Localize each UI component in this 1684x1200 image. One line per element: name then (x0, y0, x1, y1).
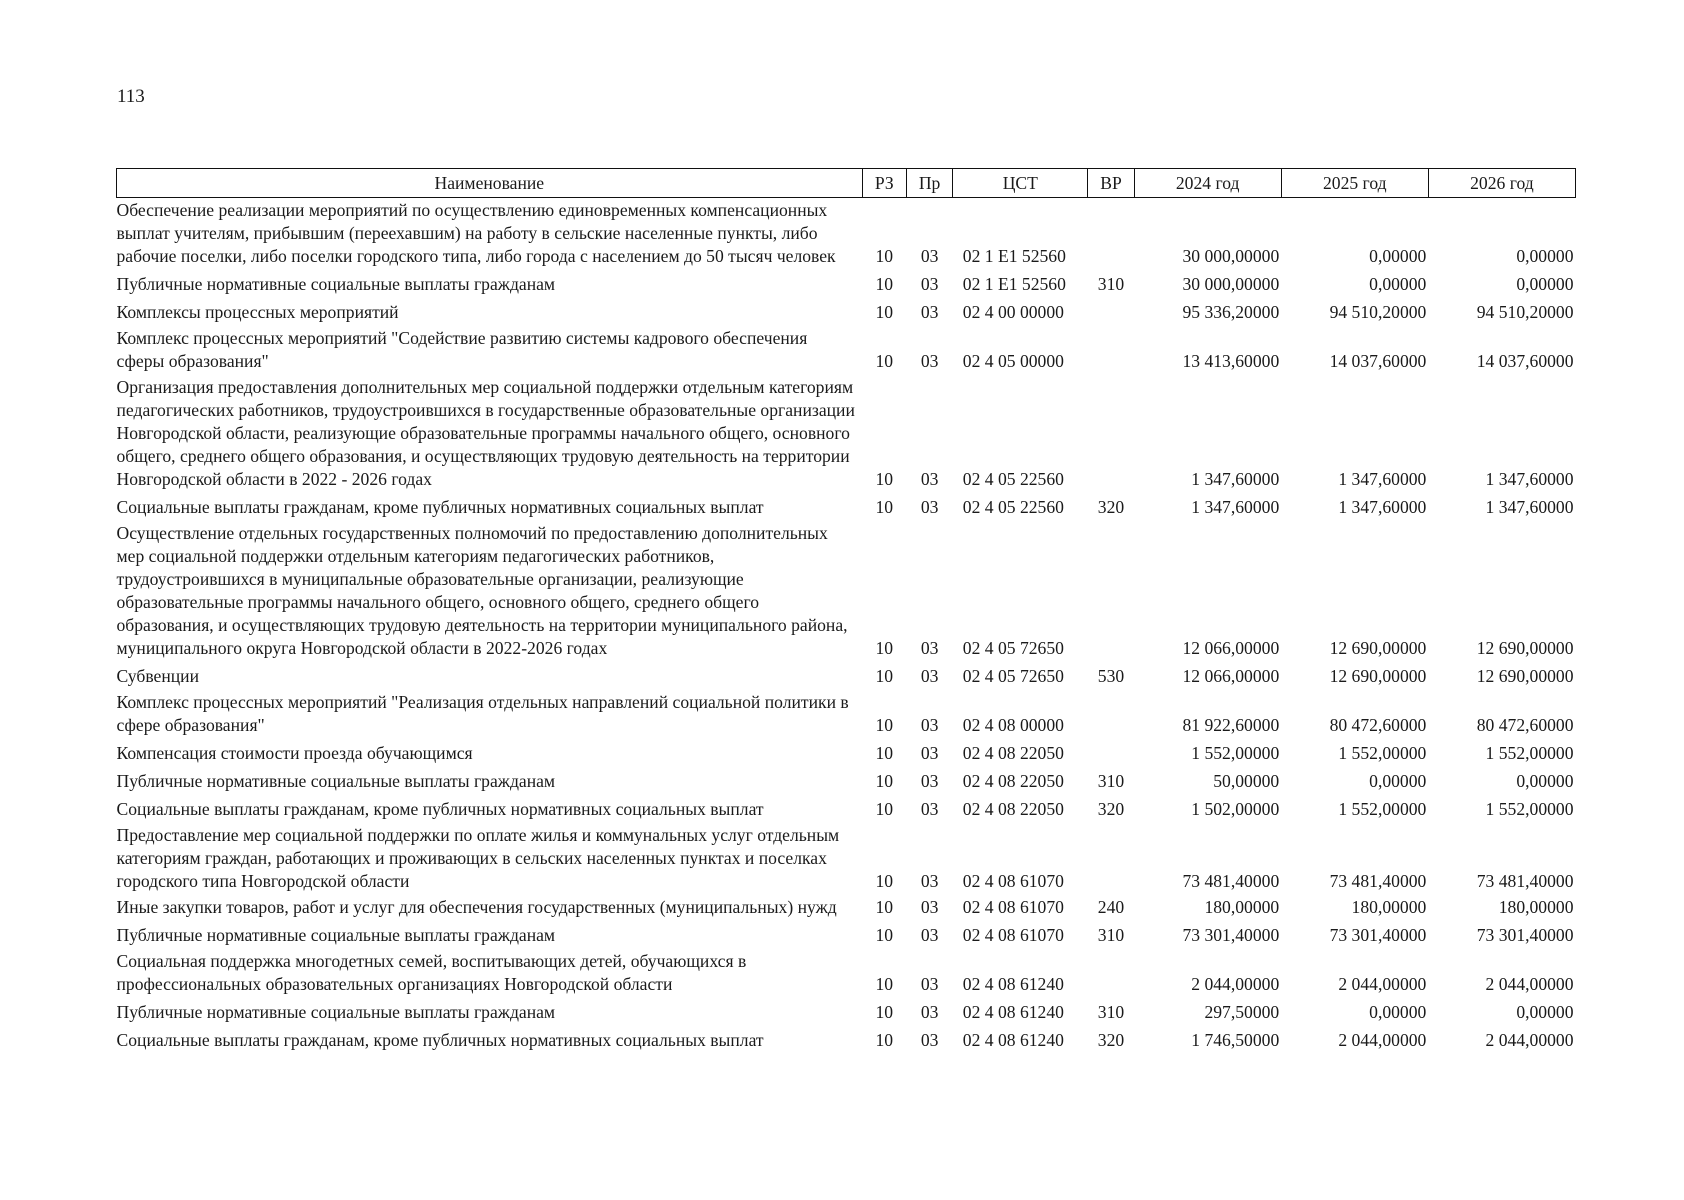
row-rz: 10 (875, 925, 894, 945)
table-row (117, 521, 1576, 662)
row-pr: 03 (920, 638, 939, 658)
header-2026: 2026 год (1428, 169, 1575, 198)
row-name: Предоставление мер социальной поддержки по оплате жилья и коммунальных услуг отдельным категориям граждан, работающих и проживающих в сельских населенных пунктах и поселках городского типа Новгородской области (116, 825, 840, 891)
row-name: Комплекс процессных мероприятий "Реализация отдельных направлений социальной политики в сфере образования" (116, 692, 849, 735)
row-rz: 10 (875, 469, 894, 489)
row-pr: 03 (920, 1002, 939, 1022)
row-vr: 530 (1097, 666, 1125, 686)
row-rz: 10 (875, 871, 894, 891)
budget-table (116, 168, 1576, 1054)
row-2024: 81 922,60000 (1182, 715, 1280, 735)
row-rz: 10 (875, 974, 894, 994)
row-pr: 03 (920, 925, 939, 945)
row-2026: 1 552,00000 (1485, 799, 1574, 819)
header-pr: Пр (906, 169, 952, 198)
row-2025: 180,00000 (1351, 897, 1427, 917)
row-pr: 03 (920, 666, 939, 686)
row-2024: 12 066,00000 (1182, 666, 1280, 686)
row-name: Публичные нормативные социальные выплаты гражданам (116, 274, 556, 294)
row-rz: 10 (875, 246, 894, 266)
row-rz: 10 (875, 666, 894, 686)
row-cst: 02 4 08 61070 (962, 897, 1064, 917)
row-vr (1088, 949, 1134, 998)
row-2024: 50,00000 (1213, 771, 1280, 791)
row-name: Организация предоставления дополнительных мер социальной поддержки отдельным категориям педагогических работников, трудоустроившихся в государственные образовательные организации Новгородской области, реализующие образовательные программы начального общего, основного общего, среднего общего образования, и осуществляющих трудовую деятельность на территории Новгородской области в 2022 - 2026 годах (116, 377, 855, 489)
row-name: Комплексы процессных мероприятий (116, 302, 399, 322)
row-2024: 12 066,00000 (1182, 638, 1280, 658)
row-name: Осуществление отдельных государственных полномочий по предоставлению дополнительных мер социальной поддержки отдельным категориям педагогических работников, трудоустроившихся в муниципальные образовательные организации, реализующие образовательные программы начального общего, основного общего, среднего общего образования, и осуществляющих трудовую деятельность на территории муниципального района, муниципального округа Новгородской области в 2022-2026 годах (116, 523, 848, 658)
row-2025: 0,00000 (1369, 274, 1427, 294)
row-pr: 03 (920, 497, 939, 517)
row-2024: 1 347,60000 (1191, 497, 1280, 517)
row-rz: 10 (875, 897, 894, 917)
row-2026: 12 690,00000 (1476, 666, 1574, 686)
row-cst: 02 4 08 61240 (962, 1002, 1064, 1022)
row-rz: 10 (875, 351, 894, 371)
row-2025: 1 552,00000 (1338, 743, 1427, 763)
row-rz: 10 (875, 638, 894, 658)
row-vr: 310 (1097, 274, 1125, 294)
row-name: Комплекс процессных мероприятий "Содействие развитию системы кадрового обеспечения сферы образования" (116, 328, 808, 371)
row-2025: 0,00000 (1369, 246, 1427, 266)
row-pr: 03 (920, 302, 939, 322)
table-body (117, 198, 1576, 1055)
row-2026: 1 347,60000 (1485, 497, 1574, 517)
row-name: Иные закупки товаров, работ и услуг для обеспечения государственных (муниципальных) нужд (116, 897, 837, 917)
row-2024: 30 000,00000 (1182, 246, 1280, 266)
table-row (117, 823, 1576, 895)
row-vr (1088, 521, 1134, 662)
row-2025: 0,00000 (1369, 771, 1427, 791)
row-2025: 1 347,60000 (1338, 469, 1427, 489)
row-2026: 0,00000 (1516, 246, 1574, 266)
row-vr (1088, 739, 1134, 767)
row-2024: 73 301,40000 (1182, 925, 1280, 945)
row-name: Публичные нормативные социальные выплаты гражданам (116, 771, 556, 791)
row-rz: 10 (875, 715, 894, 735)
row-vr (1088, 823, 1134, 895)
header-cst: ЦСТ (953, 169, 1088, 198)
row-2026: 73 301,40000 (1476, 925, 1574, 945)
row-pr: 03 (920, 771, 939, 791)
row-vr (1088, 690, 1134, 739)
row-name: Субвенции (116, 666, 199, 686)
row-2025: 12 690,00000 (1329, 638, 1427, 658)
row-2024: 1 502,00000 (1191, 799, 1280, 819)
row-cst: 02 4 08 61070 (962, 925, 1064, 945)
row-2024: 1 347,60000 (1191, 469, 1280, 489)
row-2025: 94 510,20000 (1329, 302, 1427, 322)
row-2026: 1 552,00000 (1485, 743, 1574, 763)
row-vr: 320 (1097, 497, 1125, 517)
row-pr: 03 (920, 274, 939, 294)
row-cst: 02 4 05 22560 (962, 497, 1064, 517)
row-vr: 310 (1097, 925, 1125, 945)
row-vr: 310 (1097, 771, 1125, 791)
row-2025: 1 552,00000 (1338, 799, 1427, 819)
table-row (117, 690, 1576, 739)
row-name: Социальные выплаты гражданам, кроме публичных нормативных социальных выплат (116, 497, 764, 517)
row-2026: 0,00000 (1516, 771, 1574, 791)
row-2025: 73 481,40000 (1329, 871, 1427, 891)
row-2026: 0,00000 (1516, 1002, 1574, 1022)
row-cst: 02 4 08 61240 (962, 1030, 1064, 1050)
row-name: Социальная поддержка многодетных семей, воспитывающих детей, обучающихся в профессиональных образовательных организациях Новгородской области (116, 951, 747, 994)
row-pr: 03 (920, 1030, 939, 1050)
row-2026: 12 690,00000 (1476, 638, 1574, 658)
table-row (117, 662, 1576, 690)
row-2025: 80 472,60000 (1329, 715, 1427, 735)
row-pr: 03 (920, 799, 939, 819)
table-row (117, 767, 1576, 795)
row-cst: 02 4 08 22050 (962, 743, 1064, 763)
row-cst: 02 1 E1 52560 (962, 274, 1066, 294)
row-name: Компенсация стоимости проезда обучающимся (116, 743, 473, 763)
row-cst: 02 4 05 72650 (962, 638, 1064, 658)
row-cst: 02 1 E1 52560 (962, 246, 1066, 266)
row-2024: 30 000,00000 (1182, 274, 1280, 294)
page-number: 113 (117, 86, 145, 107)
table-row (117, 949, 1576, 998)
row-vr (1088, 375, 1134, 493)
row-2026: 14 037,60000 (1476, 351, 1574, 371)
row-2024: 1 552,00000 (1191, 743, 1280, 763)
row-2025: 14 037,60000 (1329, 351, 1427, 371)
row-rz: 10 (875, 1002, 894, 1022)
row-name: Социальные выплаты гражданам, кроме публичных нормативных социальных выплат (116, 1030, 764, 1050)
row-2025: 73 301,40000 (1329, 925, 1427, 945)
row-rz: 10 (875, 302, 894, 322)
row-2026: 1 347,60000 (1485, 469, 1574, 489)
row-2024: 13 413,60000 (1182, 351, 1280, 371)
row-name: Публичные нормативные социальные выплаты гражданам (116, 1002, 556, 1022)
row-pr: 03 (920, 897, 939, 917)
header-name: Наименование (117, 169, 863, 198)
row-2026: 73 481,40000 (1476, 871, 1574, 891)
row-cst: 02 4 05 72650 (962, 666, 1064, 686)
row-2024: 1 746,50000 (1191, 1030, 1280, 1050)
table-row (117, 795, 1576, 823)
row-pr: 03 (920, 871, 939, 891)
row-rz: 10 (875, 743, 894, 763)
row-2026: 2 044,00000 (1485, 1030, 1574, 1050)
row-vr: 310 (1097, 1002, 1125, 1022)
table-row (117, 326, 1576, 375)
row-pr: 03 (920, 351, 939, 371)
table-row (117, 739, 1576, 767)
row-vr (1088, 198, 1134, 271)
table-row (117, 1026, 1576, 1054)
row-2025: 2 044,00000 (1338, 1030, 1427, 1050)
table-row (117, 270, 1576, 298)
table-row (117, 298, 1576, 326)
row-2024: 95 336,20000 (1182, 302, 1280, 322)
header-rz: РЗ (862, 169, 906, 198)
table-row (117, 375, 1576, 493)
header-2024: 2024 год (1134, 169, 1281, 198)
row-2026: 0,00000 (1516, 274, 1574, 294)
row-pr: 03 (920, 743, 939, 763)
row-2024: 2 044,00000 (1191, 974, 1280, 994)
row-vr: 320 (1097, 1030, 1125, 1050)
row-cst: 02 4 05 22560 (962, 469, 1064, 489)
row-pr: 03 (920, 469, 939, 489)
table-row (117, 895, 1576, 921)
table-row (117, 921, 1576, 949)
row-2024: 73 481,40000 (1182, 871, 1280, 891)
table-row (117, 998, 1576, 1026)
row-2024: 297,50000 (1204, 1002, 1280, 1022)
row-pr: 03 (920, 715, 939, 735)
row-rz: 10 (875, 771, 894, 791)
row-cst: 02 4 08 22050 (962, 771, 1064, 791)
row-2026: 94 510,20000 (1476, 302, 1574, 322)
row-cst: 02 4 08 61070 (962, 871, 1064, 891)
row-vr: 320 (1097, 799, 1125, 819)
row-name: Социальные выплаты гражданам, кроме публичных нормативных социальных выплат (116, 799, 764, 819)
table-row (117, 198, 1576, 271)
row-2026: 180,00000 (1498, 897, 1574, 917)
row-name: Публичные нормативные социальные выплаты гражданам (116, 925, 556, 945)
row-cst: 02 4 08 61240 (962, 974, 1064, 994)
row-vr: 240 (1097, 897, 1125, 917)
row-vr (1088, 298, 1134, 326)
row-pr: 03 (920, 246, 939, 266)
row-name: Обеспечение реализации мероприятий по осуществлению единовременных компенсационных выплат учителям, прибывшим (переехавшим) на работу в сельские населенные пункты, либо рабочие поселки, либо поселки городского типа, либо города с населением до 50 тысяч человек (116, 200, 836, 266)
row-2025: 1 347,60000 (1338, 497, 1427, 517)
row-2026: 2 044,00000 (1485, 974, 1574, 994)
header-vr: ВР (1088, 169, 1134, 198)
row-rz: 10 (875, 274, 894, 294)
row-2025: 0,00000 (1369, 1002, 1427, 1022)
header-2025: 2025 год (1281, 169, 1428, 198)
row-pr: 03 (920, 974, 939, 994)
row-rz: 10 (875, 497, 894, 517)
row-2026: 80 472,60000 (1476, 715, 1574, 735)
row-2025: 2 044,00000 (1338, 974, 1427, 994)
row-vr (1088, 326, 1134, 375)
row-2024: 180,00000 (1204, 897, 1280, 917)
row-rz: 10 (875, 1030, 894, 1050)
row-cst: 02 4 08 00000 (962, 715, 1064, 735)
row-cst: 02 4 05 00000 (962, 351, 1064, 371)
table-header-row (117, 169, 1576, 198)
row-cst: 02 4 00 00000 (962, 302, 1064, 322)
table-row (117, 493, 1576, 521)
row-rz: 10 (875, 799, 894, 819)
row-2025: 12 690,00000 (1329, 666, 1427, 686)
row-cst: 02 4 08 22050 (962, 799, 1064, 819)
